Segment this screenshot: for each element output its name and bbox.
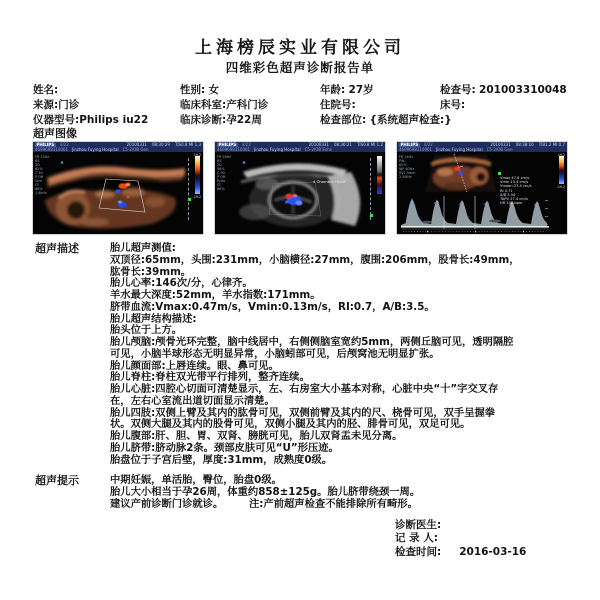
text-line: TAPV 27.4 cm/s [500,197,528,202]
patient-info [33,82,570,127]
hint-section [35,475,572,510]
hospital-name: Jinzhou Fuying Hospital [436,147,483,152]
text-line: PW [399,159,405,163]
doppler-measurements [500,176,532,205]
field-diagnosis: 临床诊断:孕22周 [180,114,262,126]
text-line: Vmin 13.4 cm/s [500,180,529,185]
philips-logo: PHILIPS [400,142,419,147]
field-exam-part: 检查部位: {系统超声检查:} [320,114,452,126]
text-line: WF 60Hz [399,167,415,171]
text-line: Echo [217,179,226,183]
ultrasound-image-spectral-doppler [397,142,567,234]
ultrasound-images [33,142,567,234]
text-line: 胎儿腹部:肝、胆、胃、双肾、膀胱可见，胎儿双肾盂未见分离。 [110,430,403,442]
field-bed-no: 床号: [440,99,466,111]
philips-logo: PHILIPS [218,142,237,147]
text-line: FR 18Hz [217,155,232,159]
view-annotation: 4 Chamber Heart [313,179,346,184]
text-line: SV1.5mm [399,171,416,175]
patient-id: 4699698310001 [35,147,69,152]
exam-time: 08:36:21 [333,142,352,147]
text-line: P Off [35,175,44,179]
hospital-name: Jinzhou Fuying Hospital [72,147,119,152]
exam-time-row [395,546,600,560]
text-line: 胎儿大小相当于孕26周，体重约858±125g。胎儿脐带绕颈一周。 [110,486,421,498]
description-label: 超声描述 [35,242,79,255]
text-line: A/B 3.54 [500,192,516,197]
exam-time-value: 2016-03-16 [459,545,527,558]
scan-parameters [35,155,49,195]
machine-model: iU22 [59,142,69,147]
text-line: 胎儿脐带:脐动脉2条。颈部皮肤可见“U”形压迹。 [110,441,339,454]
text-line: 1.4kHz [35,191,47,195]
text-line: 62% [399,163,407,167]
company-title: 上海榜辰实业有限公司 [195,38,405,58]
patient-id: 4699698310001 [217,147,251,152]
text-line: 66% [217,187,225,191]
focus-marker [498,172,501,175]
info-row [33,112,570,127]
text-line: 胎儿颅脑:颅骨光环完整，脑中线居中，右侧侧脑室宽约5mm，两侧丘脑可见，透明隔腔 [110,336,514,348]
probe-preset: C5-2/OB Echo [304,147,333,152]
text-line: CF [35,183,40,187]
scan-parameters [217,155,231,191]
ultrasound-graphic-3 [397,142,567,234]
ultrasound-graphic-2 [215,142,385,234]
exam-date: 20100331 [126,142,147,147]
text-line: 状。双侧大腿及其内的股骨可见，双侧小腿及其内的胫、腓骨可见，双足可见。 [110,418,471,431]
focus-marker [188,198,191,201]
color-scale-max: 19.2 [557,152,565,157]
text-line: CF [217,183,222,187]
doctor-label: 诊断医生: [395,518,442,531]
philips-logo: PHILIPS [36,142,55,147]
recorder-label: 记 录 人: [395,532,439,544]
hint-label: 超声提示 [35,474,79,488]
report-title: 四维彩色超声诊断报告单 [225,60,375,75]
exam-time-label: 检查时间: [395,545,442,558]
exam-date: 20100331 [308,142,329,147]
field-inpatient-no: 住院号: [320,99,356,111]
text-line: 胎儿颜面部:上唇连续。眼、鼻可见。 [110,359,279,372]
ti-mi: TIS0.8 MI 1.3 [174,142,201,147]
text-line: RS [35,159,40,163]
text-line: 肱骨长:39mm。 [110,265,192,278]
description-text [110,243,572,466]
ultrasound-header [397,142,567,152]
depth-scale [370,158,371,220]
text-line: 胎儿超声结构描述: [110,312,197,325]
hint-text [110,475,572,510]
color-scale-min: -19.2 [556,185,565,189]
text-line: 胎儿脊柱:脊柱双光带平行排列，整齐连续。 [110,371,310,384]
ultrasound-image-4-chamber-heart [215,142,385,234]
text-line: Vmax 47.6 cm/s [500,176,530,180]
text-line: Gen [35,179,42,183]
field-age: 年龄: 27岁 [320,84,374,96]
signature-block [395,519,600,560]
text-line: FR 14Hz [399,155,414,159]
scan-parameters [399,155,415,179]
text-line: 58% [217,167,225,171]
text-line: 62% [35,167,43,171]
text-line: 2D [35,163,40,167]
ultrasound-header [33,142,203,152]
text-line: 胎儿心脏:四腔心切面可清楚显示，左、右房室大小基本对称，心脏中央“十”字交叉存 [110,383,499,395]
ultrasound-graphic-1 [33,142,203,234]
machine-model: iU22 [423,142,433,147]
text-line: P Off [217,175,226,179]
color-scale-max: 19.2 [193,152,201,157]
field-sex: 性别: 女 [180,84,220,96]
text-line: 双顶径:65mm，头围:231mm，小脑横径:27mm，腹围:206mm，股骨长:49mm， [110,253,520,266]
caliper-marker [370,214,373,217]
color-scale-min: -19.2 [192,194,201,199]
text-line: C 50 [217,171,225,175]
text-line: 胎儿四肢:双侧上臂及其内的肱骨可见，双侧前臂及其内的尺、桡骨可见，双手呈握拳 [110,406,496,419]
exam-time: 08:38:16 [515,142,534,147]
color-flow-bar [195,156,200,194]
field-source: 来源:门诊 [33,99,80,111]
text-line: 建议产前诊断门诊就诊。 注:产前超声检查不能排除所有畸形。 [110,497,418,510]
exam-date: 20100331 [490,142,511,147]
text-line: 2D [217,163,222,167]
text-line: 胎儿超声测值: [110,242,176,254]
images-section-label: 超声图像 [33,127,77,140]
ti-mi: TIS0.8 MI 1.2 [356,142,383,147]
patient-id: 4699698310001 [399,147,433,152]
ultrasound-image-doppler-fetus [33,142,203,234]
machine-model: iU22 [241,142,251,147]
probe-preset: C5-2/OB Gen [486,147,513,152]
hospital-name: Jinzhou Fuying Hospital [254,147,301,152]
text-line: 脐带血流:Vmax:0.47m/s，Vmin:0.13m/s，RI:0.7，A/B:3.5。 [110,300,435,313]
field-department: 临床科室:产科门诊 [180,99,269,111]
field-device: 仪器型号:Philips iu22 [33,114,149,126]
ultrasound-header [215,142,385,152]
text-line: 胎盘位于子宫后壁，厚度:31mm，成熟度0级。 [110,453,333,466]
text-line: RI 0.71 [500,188,513,193]
description-section [35,243,572,466]
text-line: 可见，小脑半球形态无明显异常，小脑蚓部可见，后颅窝池无明显扩张。 [110,347,440,360]
color-flow-bar [559,156,564,184]
gray-color-bar [377,156,382,194]
exam-time: 08:30:29 [151,142,170,147]
text-line: 羊水最大深度:52mm，羊水指数:171mm。 [110,289,321,301]
text-line: 2.5MHz [399,175,412,179]
text-line: HR 146 bpm [500,201,523,206]
text-line: 68% [35,187,43,191]
text-line: 胎头位于上方。 [110,324,183,337]
field-exam-no: 检查号: 201003310048 [440,84,567,96]
text-line: 在，左右心室流出道切面显示清楚。 [110,394,275,407]
text-line: 胎儿心率:146次/分，心律齐。 [110,277,253,290]
depth-scale [188,158,189,220]
probe-preset: C5-2/OB Gen [122,147,149,152]
text-line: C 50 [35,171,43,175]
text-line: 中期妊娠，单活胎，臀位，胎盘0级。 [110,474,282,487]
field-name: 姓名: [33,84,59,96]
info-row [33,82,570,97]
text-line: FR 13Hz [35,155,50,159]
info-row [33,97,570,112]
ti-mi: TIB1.2 MI 0.7 [538,142,565,147]
text-line: Vmean 27.4 cm/s [500,184,532,189]
text-line: RS [217,159,222,163]
